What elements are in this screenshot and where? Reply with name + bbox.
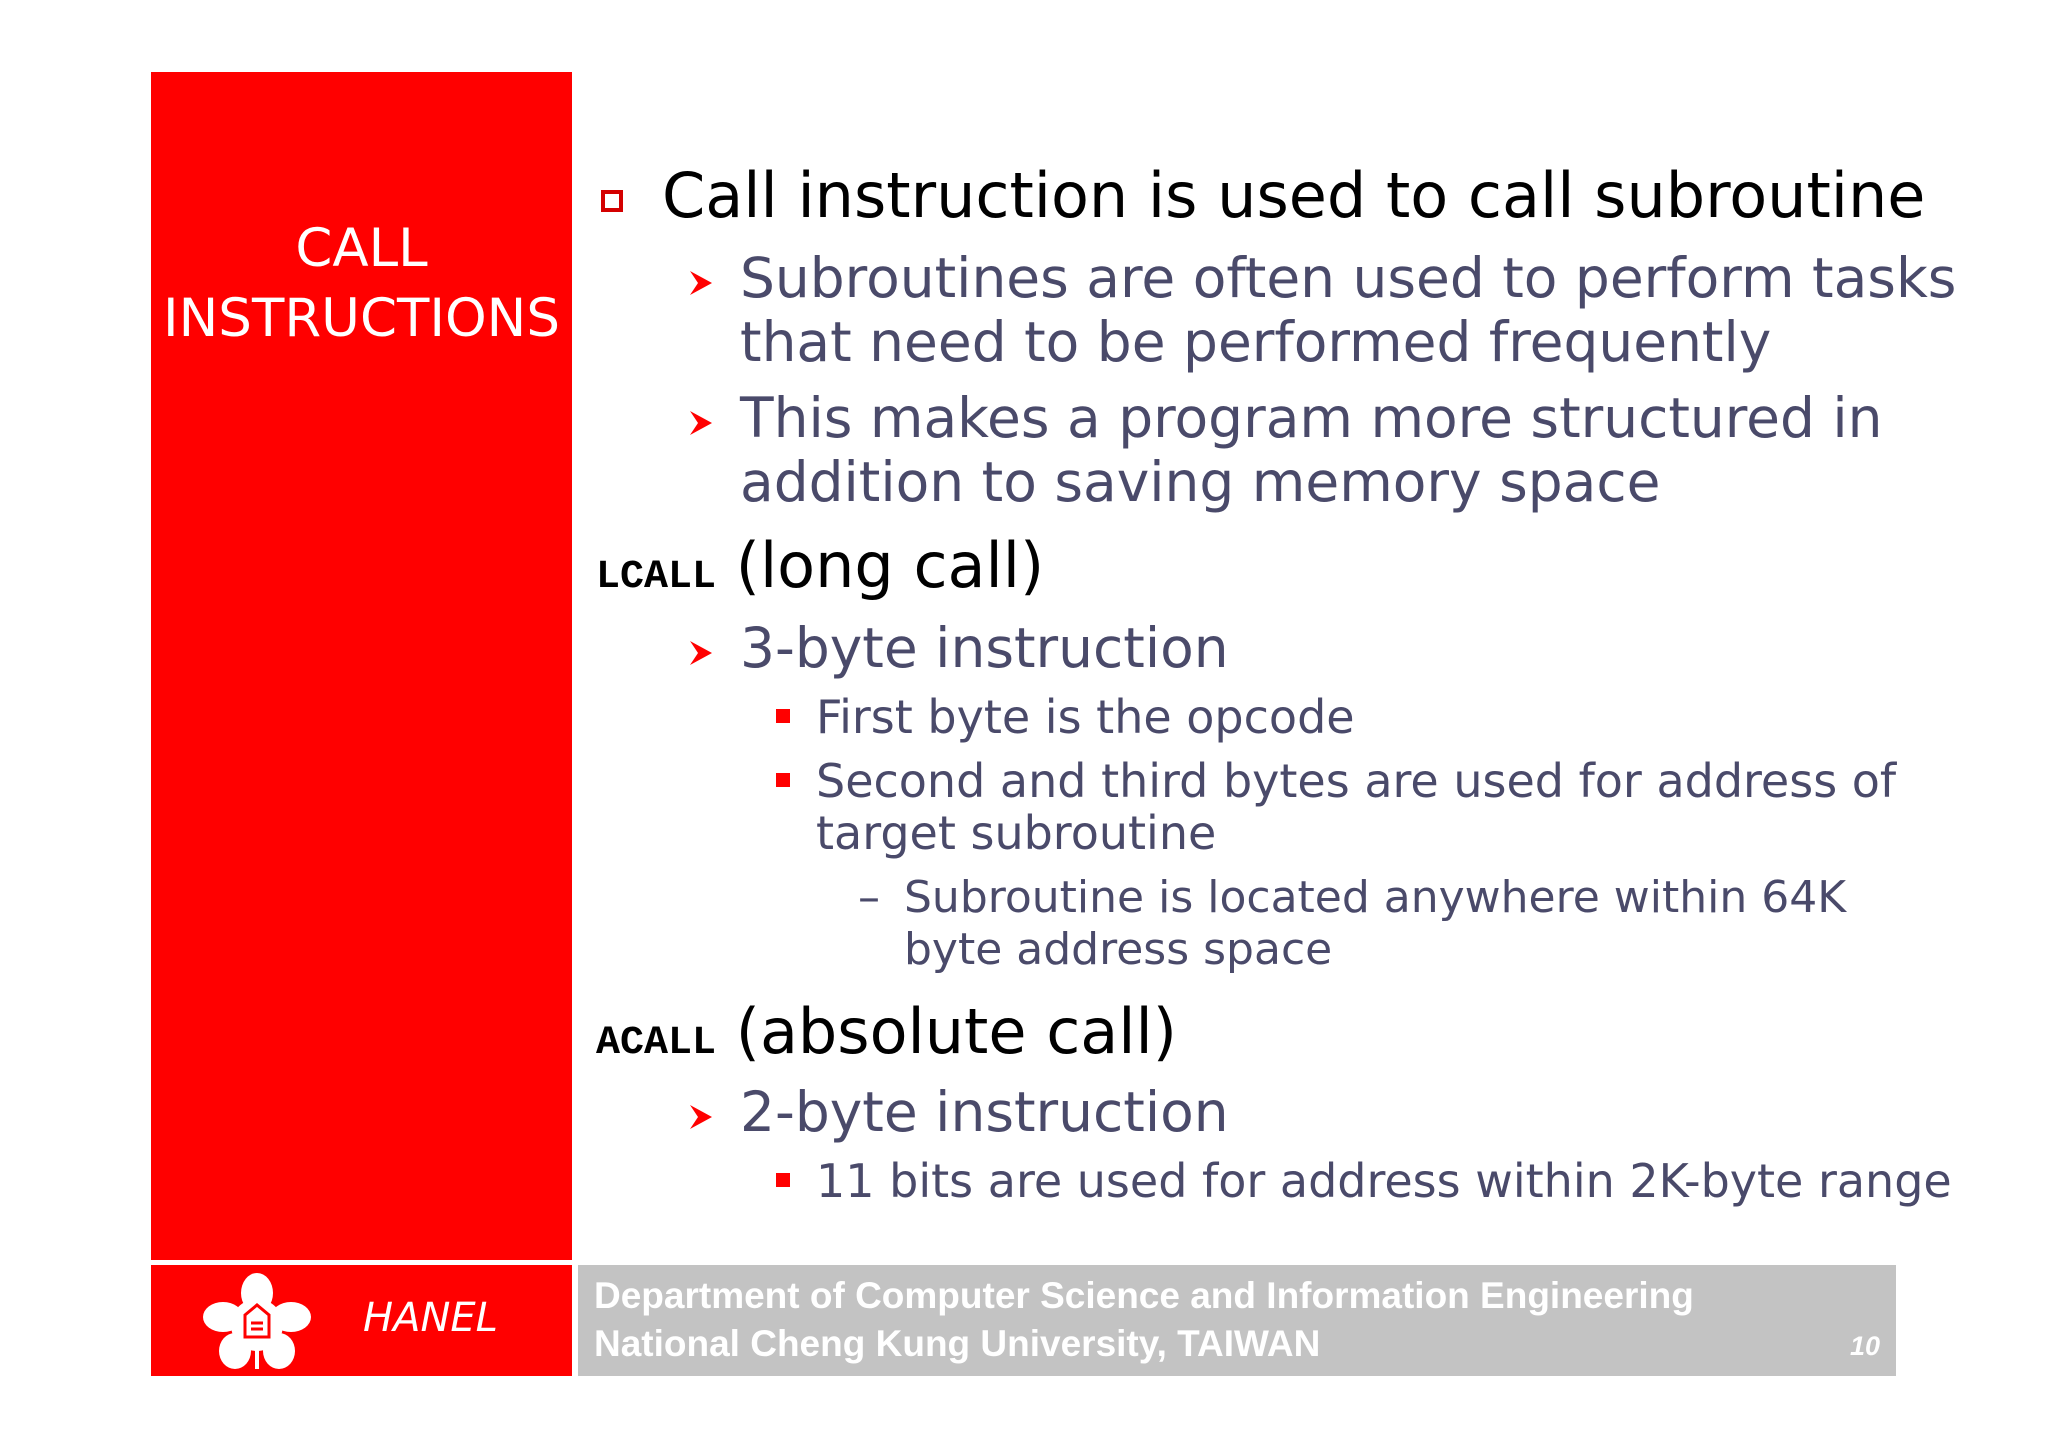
author-name: HANEL [363,1295,498,1341]
lcall-dash-line2: byte address space [904,924,1333,975]
sub-bullet-2-line1: This makes a program more structured in [740,386,1883,450]
sub-bullet-2-line2: addition to saving memory space [740,450,1661,514]
acall-description: (absolute call) [735,995,1177,1068]
sub-bullet-1-line1: Subroutines are often used to perform tasks [740,246,1957,310]
lcall-item-2-line2: target subroutine [816,806,1217,860]
lcall-heading [596,530,1044,614]
arrow-bullet-icon [686,268,716,298]
small-square-bullet-icon [776,773,790,787]
main-bullet-text: Call instruction is used to call subroutine [662,159,1926,232]
footer-university: National Cheng Kung University, TAIWAN [594,1323,1321,1364]
lcall-item-2-line1: Second and third bytes are used for address of [816,754,1897,808]
footer-department: Department of Computer Science and Information Engineering [594,1275,1694,1316]
section-title-line2: INSTRUCTIONS [163,288,560,349]
acall-heading [596,996,1177,1080]
lcall-dash-line1: Subroutine is located anywhere within 64K [904,872,1847,923]
acall-sub-bullet: 2-byte instruction [740,1080,1229,1144]
arrow-bullet-icon [686,638,716,668]
acall-item-1: 11 bits are used for address within 2K-byte range [816,1154,1952,1208]
lcall-sub-bullet: 3-byte instruction [740,616,1229,680]
small-square-bullet-icon [776,709,790,723]
square-bullet-icon [601,190,623,212]
sub-bullet-1-line2: that need to be performed frequently [740,310,1772,374]
arrow-bullet-icon [686,1102,716,1132]
small-square-bullet-icon [776,1173,790,1187]
lcall-item-1: First byte is the opcode [816,690,1355,744]
dash-bullet-icon: – [858,872,880,923]
page-number: 10 [1849,1331,1880,1361]
lcall-description: (long call) [735,529,1045,602]
section-title-line1: CALL [295,218,428,279]
arrow-bullet-icon [686,408,716,438]
acall-mnemonic: ACALL [596,1021,717,1066]
lcall-mnemonic: LCALL [596,555,717,600]
